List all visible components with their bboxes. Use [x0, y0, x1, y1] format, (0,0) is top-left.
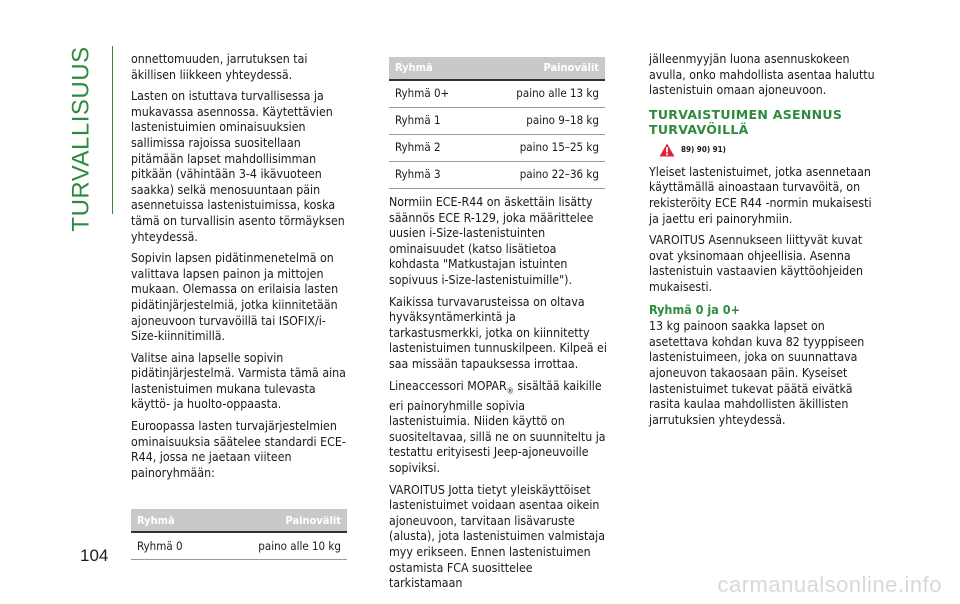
- watermark: carmanualsonline.info: [717, 572, 942, 597]
- paragraph: jälleenmyyjän luona asennuskokeen avulla, onko mahdollista asentaa haluttu lastenistuin omaan ajoneuvoon.: [649, 52, 875, 98]
- warning-refs-text: 89) 90) 91): [681, 144, 726, 154]
- section-title: [52, 46, 112, 232]
- column-3: [649, 52, 881, 434]
- table-row: [131, 532, 347, 560]
- weight-group-table-1: [131, 509, 347, 560]
- paragraph: Lasten on istuttava turvallisessa ja mukavassa asennossa. Käytettävien lastenistuimien ominaisuuksien sallimissa rajoissa suositellaan pitämään lapset mahdollisimman pitkään (vähintään 3-4 ikävuoteen saakka) selkä menosuuntaan päin asennetuissa lastenistuimissa, koska tämä on turvallisin asento törmäyksen yhteydessä.: [131, 89, 345, 244]
- table-row: [389, 80, 605, 108]
- table-cell: Ryhmä 3: [389, 162, 478, 189]
- table-cell: paino 9–18 kg: [478, 108, 605, 135]
- paragraph: VAROITUS Asennukseen liittyvät kuvat ovat yksinomaan ohjeellisia. Asenna lastenistuin vastaavien käyttöohjeiden mukaisesti.: [649, 233, 864, 294]
- section-heading: TURVAISTUIMEN ASENNUS TURVAVÖILLÄ: [649, 106, 843, 137]
- subheading: Ryhmä 0 ja 0+: [649, 301, 740, 317]
- paragraph: Euroopassa lasten turvajärjestelmien ominaisuuksia säätelee standardi ECE-R44, jossa ne jaetaan viiteen painoryhmään:: [131, 419, 346, 480]
- paragraph: [389, 379, 607, 477]
- table-row: [389, 162, 605, 189]
- table-header-row: [389, 57, 605, 80]
- table-cell: paino alle 10 kg: [213, 532, 347, 560]
- weight-group-table-2: [389, 57, 605, 189]
- page-number: 104: [80, 546, 109, 565]
- paragraph: Valitse aina lapselle sopivin pidätinjärjestelmä. Varmista tämä aina lastenistuimen mukana tulevasta käyttö- ja huolto-oppaasta.: [131, 350, 346, 412]
- paragraph-text: sisältää kaikille eri painoryhmille sopivia lastenistuimia. Niiden käyttö on suositeltavaa, sillä ne on suunniteltu ja testattu erityisesti Jeep-ajoneuvoille sopiviksi.: [389, 378, 606, 475]
- paragraph: onnettomuuden, jarrutuksen tai äkillisen liikkeen yhteydessä.: [131, 52, 308, 82]
- table-cell: paino 15–25 kg: [478, 135, 605, 162]
- paragraph: Normiin ECE-R44 on äskettäin lisätty säännös ECE R-129, joka määrittelee uusien i-Size-lastenistuinten ominaisuudet (katso lisätietoa kohdasta "Matkustajan istuinten sopivuus i-Size-lastenistuimille").: [389, 195, 594, 287]
- table-row: [389, 108, 605, 135]
- table-cell: Ryhmä 2: [389, 135, 478, 162]
- table-header-cell: Painovälit: [478, 57, 605, 80]
- table-cell: Ryhmä 1: [389, 108, 478, 135]
- warning-triangle-icon: [659, 143, 675, 157]
- paragraph: VAROITUS Jotta tietyt yleiskäyttöiset lastenistuimet voidaan asentaa oikein ajoneuvoon, tarvitaan lisävaruste (alusta), jota lastenistuimen valmistaja myy erikseen. Ennen lastenistuimen ostamista FCA suosittelee tarkistamaan: [389, 482, 606, 591]
- table-header-cell: Ryhmä: [389, 57, 478, 80]
- table-header-cell: Ryhmä: [131, 509, 213, 532]
- column-2: [389, 57, 607, 598]
- table-cell: Ryhmä 0: [131, 532, 213, 560]
- table-cell: paino 22–36 kg: [478, 162, 605, 189]
- table-cell: paino alle 13 kg: [478, 80, 605, 108]
- section-title-text: TURVALLISUUS: [68, 46, 96, 232]
- table-header-row: [131, 509, 347, 532]
- table-header-cell: Painovälit: [213, 509, 347, 532]
- section-rule: [112, 46, 113, 214]
- registered-mark: ®: [506, 385, 514, 395]
- warning-references: [659, 141, 881, 159]
- paragraph: Yleiset lastenistuimet, jotka asennetaan käyttämällä ainoastaan turvavöitä, on rekisteröity ECE R44 -normin mukaisesti ja jaettu eri painoryhmiin.: [649, 164, 872, 226]
- column-1: [131, 52, 349, 560]
- paragraph: 13 kg painoon saakka lapset on asetettava kohdan kuva 82 tyyppiseen lastenistuimeen, joka on suunnattava ajoneuvon takaosaan päin. Kyseiset lastenistuimet tukevat päätä eivätkä rasita kaulaa mahdollisten äkillisten jarrutuksien yhteydessä.: [649, 319, 865, 427]
- paragraph: Kaikissa turvavarusteissa on oltava hyväksyntämerkintä ja tarkastusmerkki, jotka on kiinnitetty lastenistuimen tunnuskilpeen. Kilpeä ei saa missään tapauksessa irrottaa.: [389, 294, 607, 371]
- brand-text: Lineaccessori MOPAR: [389, 378, 507, 393]
- table-cell: Ryhmä 0+: [389, 80, 478, 108]
- table-row: [389, 135, 605, 162]
- paragraph: Sopivin lapsen pidätinmenetelmä on valittava lapsen painon ja mittojen mukaan. Olemassa on erilaisia lasten pidätinjärjestelmiä, jotka kiinnitetään ajoneuvoon turvavöillä tai ISOFIX/i-Size-kiinnitimillä.: [131, 251, 339, 344]
